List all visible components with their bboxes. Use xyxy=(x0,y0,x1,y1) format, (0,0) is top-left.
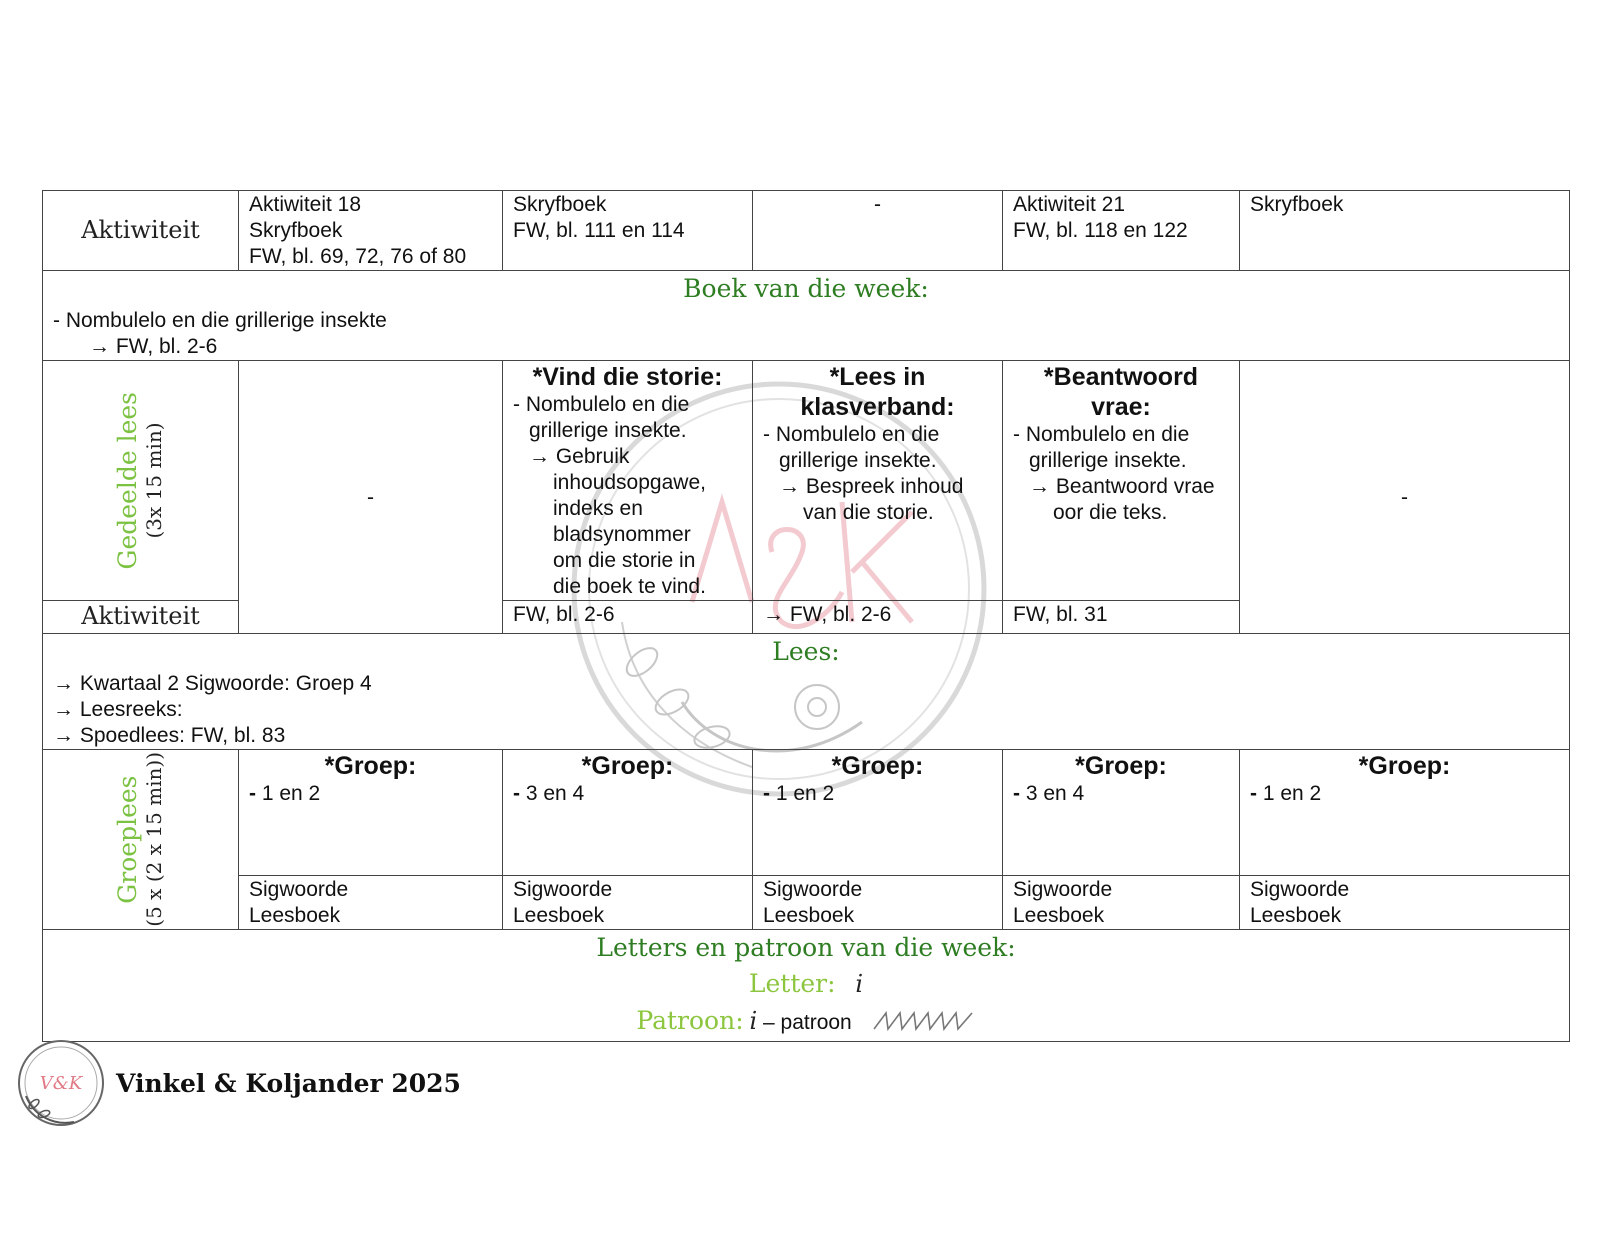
group-reading-day-4: *Groep: - 3 en 4 xyxy=(1003,750,1240,876)
group-reading-title: Groeplees xyxy=(112,775,142,904)
group-numbers: 1 en 2 xyxy=(1262,782,1322,805)
day-text: → Bespreek inhoud xyxy=(779,475,964,498)
activity-day-3 xyxy=(753,191,1003,271)
activity-day-2 xyxy=(503,191,753,271)
activity-text: - xyxy=(874,193,881,216)
group-reading-bottom-day-2 xyxy=(503,876,753,930)
pattern-squiggle xyxy=(872,1009,976,1033)
footer xyxy=(14,1036,461,1130)
pattern-letter: i xyxy=(749,1007,758,1035)
activity-row xyxy=(43,191,1570,271)
group-reading-bottom-day-4 xyxy=(1003,876,1240,930)
group-reading-label xyxy=(43,752,238,927)
day-heading: *Groep: xyxy=(1358,752,1451,780)
day-heading: *Groep: xyxy=(1075,752,1167,780)
shared-reading-activity-day-4 xyxy=(1003,601,1240,634)
resource-text: Leesboek xyxy=(513,904,605,927)
letter-value: i xyxy=(855,970,864,998)
group-reading-day-2: *Groep: - 3 en 4 xyxy=(503,750,753,876)
pattern-label: Patroon: xyxy=(636,1006,744,1035)
group-numbers: 3 en 4 xyxy=(1025,782,1085,805)
day-text: van die storie. xyxy=(803,501,934,524)
activity-text: Aktiwiteit 18 xyxy=(249,193,362,216)
day-text: die boek te vind. xyxy=(553,575,706,598)
shared-reading-duration: (3x 15 min) xyxy=(141,422,166,539)
group-reading-duration: (5 x (2 x 15 min)) xyxy=(141,752,166,927)
footer-logo-monogram: V&K xyxy=(39,1073,83,1094)
group-reading-bottom-day-3 xyxy=(753,876,1003,930)
shared-reading-label-cell xyxy=(43,361,239,601)
group-reading-day-3: *Groep: - 1 en 2 xyxy=(753,750,1003,876)
group-reading-bottom-day-5 xyxy=(1240,876,1570,930)
shared-reading-activity-day-3 xyxy=(753,601,1003,634)
reading-line: → Spoedlees: FW, bl. 83 xyxy=(53,724,286,747)
day-heading: *Groep: xyxy=(831,752,924,780)
activity-label: Aktiwiteit xyxy=(81,215,200,244)
day-text: grillerige insekte. xyxy=(779,449,937,472)
activity-day-5 xyxy=(1240,191,1570,271)
activity-text: Skryfboek xyxy=(1250,193,1344,216)
shared-reading-day-4 xyxy=(1003,361,1240,601)
shared-reading-day-2 xyxy=(503,361,753,601)
shared-reading-row xyxy=(43,361,1570,601)
day-text: - Nombulelo en die xyxy=(763,423,940,446)
letters-row xyxy=(43,930,1570,1042)
resource-text: Leesboek xyxy=(249,904,341,927)
reading-row xyxy=(43,634,1570,750)
group-reading-row xyxy=(43,750,1570,876)
resource-text: Sigwoorde xyxy=(249,878,349,901)
group-reading-day-5: *Groep: - 1 en 2 xyxy=(1240,750,1570,876)
empty-dash: - xyxy=(1401,485,1408,509)
reading-line: → Leesreeks: xyxy=(53,698,183,721)
group-numbers: 3 en 4 xyxy=(525,782,585,805)
letters-section xyxy=(43,930,1570,1042)
activity-text: FW, bl. 31 xyxy=(1013,603,1108,626)
group-reading-label-cell xyxy=(43,750,239,930)
resource-text: Sigwoorde xyxy=(763,878,863,901)
resource-text: Sigwoorde xyxy=(1250,878,1350,901)
reading-section xyxy=(43,634,1570,750)
day-text: - Nombulelo en die xyxy=(513,393,690,416)
activity-text: FW, bl. 111 en 114 xyxy=(513,219,685,242)
resource-text: Sigwoorde xyxy=(513,878,613,901)
book-of-week-line: - Nombulelo en die grillerige insekte xyxy=(53,309,387,332)
day-text: om die storie in xyxy=(553,549,696,572)
weekly-planner-table xyxy=(42,190,1570,1042)
day-text: → Gebruik xyxy=(529,445,630,468)
day-text: - Nombulelo en die xyxy=(1013,423,1190,446)
shared-reading-label xyxy=(43,361,238,600)
group-numbers: 1 en 2 xyxy=(261,782,321,805)
book-of-week-row xyxy=(43,271,1570,361)
activity-day-4 xyxy=(1003,191,1240,271)
shared-reading-title: Gedeelde lees xyxy=(112,391,142,570)
letters-title: Letters en patroon van die week: xyxy=(596,933,1016,962)
footer-logo-icon xyxy=(14,1036,108,1130)
book-of-week-title: Boek van die week: xyxy=(683,274,929,303)
shared-reading-activity-label-cell xyxy=(43,601,239,634)
group-numbers: 1 en 2 xyxy=(775,782,835,805)
day-text: oor die teks. xyxy=(1053,501,1168,524)
activity-text: FW, bl. 118 en 122 xyxy=(1013,219,1188,242)
day-text: grillerige insekte. xyxy=(529,419,687,442)
day-heading: *Groep: xyxy=(581,752,674,780)
group-reading-day-1: *Groep: - 1 en 2 xyxy=(239,750,503,876)
shared-reading-day-3 xyxy=(753,361,1003,601)
day-text: bladsynommer xyxy=(553,523,691,546)
activity-text: Skryfboek xyxy=(249,219,343,242)
letter-label: Letter: xyxy=(748,969,836,998)
resource-text: Leesboek xyxy=(1013,904,1105,927)
shared-reading-activity-label: Aktiwiteit xyxy=(81,602,200,630)
activity-text: Skryfboek xyxy=(513,193,607,216)
day-heading: *Lees in klasverband: xyxy=(800,363,955,421)
day-text: → Beantwoord vrae xyxy=(1029,475,1215,498)
day-heading: *Vind die storie: xyxy=(532,363,723,391)
reading-line: → Kwartaal 2 Sigwoorde: Groep 4 xyxy=(53,672,372,695)
activity-text: FW, bl. 69, 72, 76 of 80 xyxy=(249,245,467,268)
day-text: indeks en xyxy=(553,497,643,520)
resource-text: Leesboek xyxy=(1250,904,1342,927)
pattern-text: – patroon xyxy=(763,1011,852,1034)
activity-label-cell xyxy=(43,191,239,271)
activity-text: Aktiwiteit 21 xyxy=(1013,193,1126,216)
group-reading-bottom-day-1 xyxy=(239,876,503,930)
day-text: inhoudsopgawe, xyxy=(553,471,706,494)
book-of-week-section xyxy=(43,271,1570,361)
shared-reading-activity-day-2 xyxy=(503,601,753,634)
day-heading: *Groep: xyxy=(324,752,417,780)
resource-text: Leesboek xyxy=(763,904,855,927)
day-text: grillerige insekte. xyxy=(1029,449,1187,472)
reading-title: Lees: xyxy=(772,637,840,666)
group-reading-bottom-row xyxy=(43,876,1570,930)
activity-text: → FW, bl. 2-6 xyxy=(763,603,892,626)
footer-text: Vinkel & Koljander 2025 xyxy=(116,1068,461,1098)
day-heading: *Beantwoord vrae: xyxy=(1043,363,1199,421)
shared-reading-day-5 xyxy=(1240,361,1570,634)
activity-day-1 xyxy=(239,191,503,271)
shared-reading-day-1 xyxy=(239,361,503,634)
book-of-week-line: → FW, bl. 2-6 xyxy=(89,335,218,358)
empty-dash: - xyxy=(367,485,374,509)
resource-text: Sigwoorde xyxy=(1013,878,1113,901)
activity-text: FW, bl. 2-6 xyxy=(513,603,615,626)
